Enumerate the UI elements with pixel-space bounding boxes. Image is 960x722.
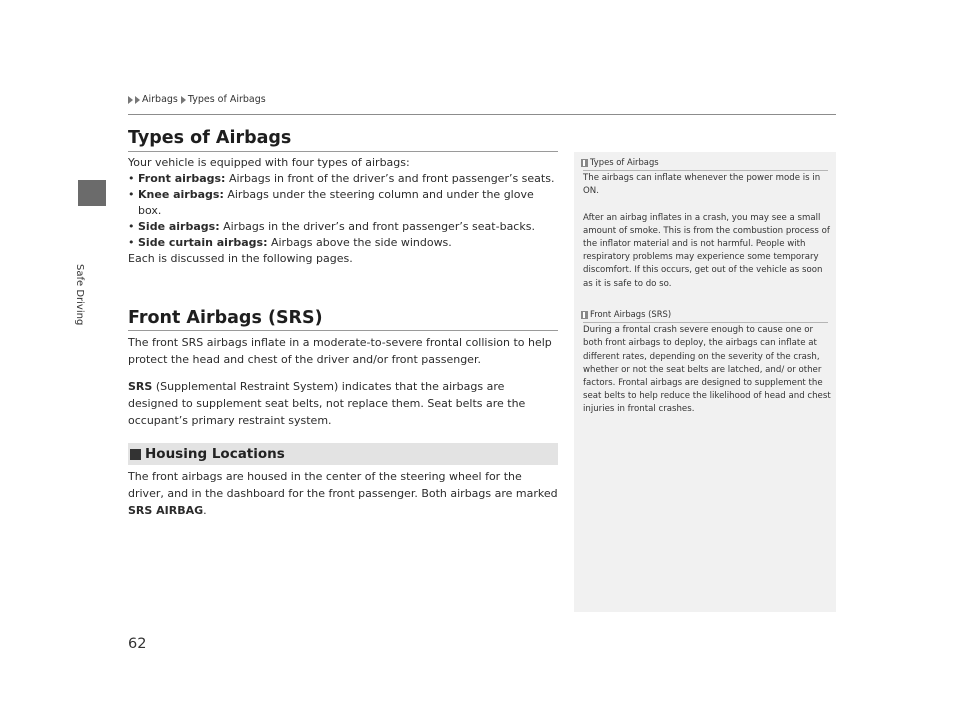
breadcrumb-arrow-icon: [181, 96, 186, 104]
header-divider: [128, 114, 836, 115]
srs-term: SRS: [128, 380, 153, 393]
bullet-desc: Airbags under the steering column and under the glove box.: [138, 188, 534, 217]
bullet-desc: Airbags above the side windows.: [267, 236, 452, 249]
bullet-desc: Airbags in front of the driver’s and front passenger’s seats.: [225, 172, 555, 185]
side-section-label: Safe Driving: [74, 264, 85, 326]
note-front-airbags: [583, 308, 831, 417]
bullet-term: Side airbags:: [138, 220, 220, 233]
breadcrumb-item-airbags[interactable]: Airbags: [142, 94, 178, 105]
bullet-term: Knee airbags:: [138, 188, 224, 201]
srs-paragraph: [128, 378, 558, 429]
bullet-dot: •: [128, 236, 135, 249]
page-number: 62: [128, 636, 147, 652]
note-marker-icon: [581, 159, 588, 167]
subheading-housing-locations: [128, 443, 558, 465]
square-bullet-icon: [130, 449, 141, 460]
bullet-desc: Airbags in the driver’s and front passenger’s seat-backs.: [219, 220, 535, 233]
bullet-item: [128, 187, 558, 219]
bullet-term: Side curtain airbags:: [138, 236, 268, 249]
bullet-item: [128, 219, 558, 235]
subheading-text: Housing Locations: [145, 446, 285, 462]
note-types-of-airbags: [583, 156, 831, 291]
breadcrumb-arrow-icon: [135, 96, 140, 104]
intro-text: Your vehicle is equipped with four types of airbags:: [128, 156, 410, 169]
bullet-dot: •: [128, 172, 135, 185]
note-paragraph: The airbags can inflate whenever the power mode is in ON.: [583, 173, 821, 197]
bullet-term: Front airbags:: [138, 172, 226, 185]
srs-description: (Supplemental Restraint System) indicates that the airbags are designed to supplement seat belts, not replace them. Seat belts are the occupant’s primary restraint system.: [128, 380, 526, 427]
section-title-front-airbags: Front Airbags (SRS): [128, 308, 323, 328]
section-title-divider: [128, 151, 558, 152]
note-title-divider: [583, 170, 828, 171]
outro-text: Each is discussed in the following pages.: [128, 252, 353, 265]
note-paragraph: During a frontal crash severe enough to cause one or both front airbags to deploy, the airbags can inflate at different rates, depending on the severity of the crash, whether or not the seat belts are latched, and/ or other factors. Frontal airbags are designed to supplement the seat belts to help reduce the likelihood of head and chest injuries in frontal crashes.: [583, 325, 831, 415]
note-title[interactable]: Types of Airbags: [581, 156, 831, 169]
note-paragraph: After an airbag inflates in a crash, you may see a small amount of smoke. This is from the combustion process of the inflator material and is not harmful. People with respiratory problems may experience some temporary discomfort. If this occurs, get out of the vehicle as soon as it is safe to do so.: [583, 212, 830, 289]
section-tab-marker: [78, 180, 106, 206]
srs-airbag-term: SRS AIRBAG: [128, 504, 204, 517]
bullet-dot: •: [128, 188, 135, 201]
breadcrumb-item-types-of-airbags[interactable]: Types of Airbags: [187, 94, 266, 105]
note-title[interactable]: Front Airbags (SRS): [581, 308, 831, 321]
note-marker-icon: [581, 311, 588, 319]
section-title-divider: [128, 330, 558, 331]
bullet-item: [128, 171, 558, 187]
breadcrumb-arrow-icon: [128, 96, 133, 104]
breadcrumb: [128, 94, 269, 105]
front-airbags-paragraph: The front SRS airbags inflate in a moderate-to-severe frontal collision to help protect the head and chest of the driver and/or front passenger.: [128, 336, 552, 366]
section-title-types-of-airbags: Types of Airbags: [128, 128, 292, 148]
note-title-divider: [583, 322, 828, 323]
types-of-airbags-body: [128, 155, 558, 267]
bullet-dot: •: [128, 220, 135, 233]
bullet-item: [128, 235, 558, 251]
housing-locations-paragraph: The front airbags are housed in the center of the steering wheel for the driver, and in the dashboard for the front passenger. Both airbags are marked SRS AIRBAG.: [128, 470, 558, 517]
